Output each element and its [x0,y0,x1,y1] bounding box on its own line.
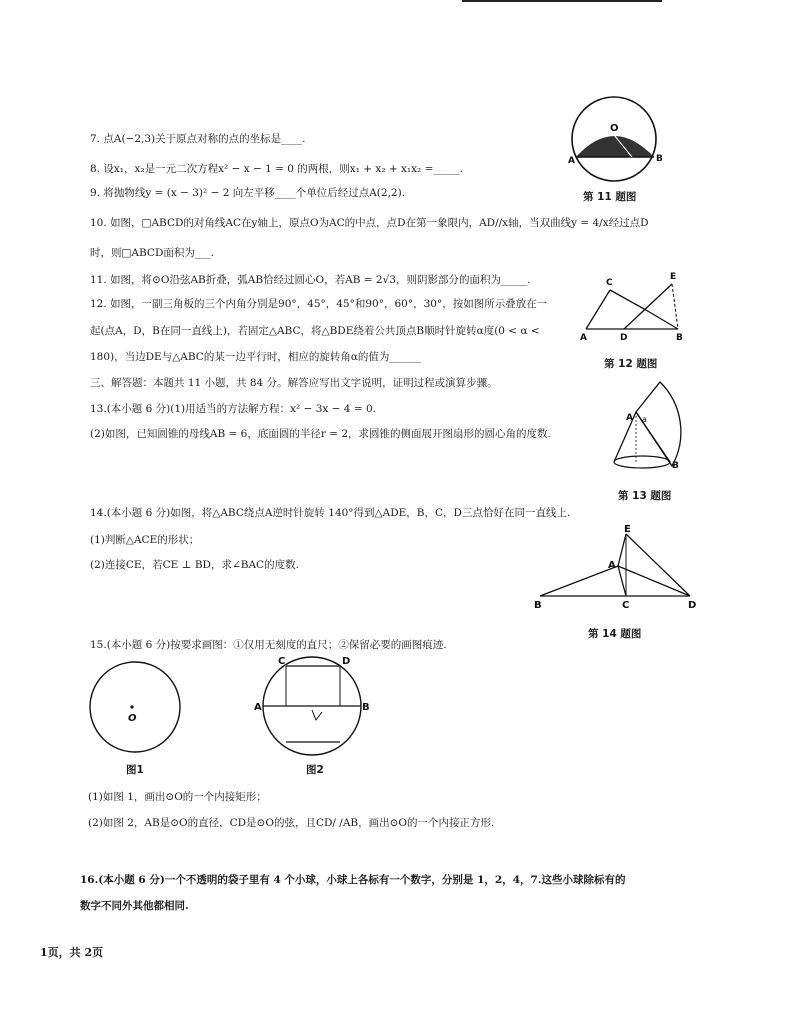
figure-14 [532,526,702,616]
question-14-part1: (1)判断△ACE的形状； [90,534,200,546]
fig13-caption: 第 13 题图 [618,490,672,502]
fig11-caption: 第 11 题图 [583,191,637,203]
fig12-label-C: C [606,278,613,288]
fig14-caption: 第 14 题图 [588,628,642,640]
question-8: 8. 设x₁，x₂是一元二次方程x² − x − 1 = 0 的两根，则x₁ + x₂ + x₁x₂ =_____. [90,163,463,175]
fig13-label-A: A [626,413,633,423]
fig11-label-A: A [568,156,575,166]
fig13-label-B: B [672,461,679,471]
question-12-line3: 180)，当边DE与△ABC的某一边平行时，相应的旋转角α的值为______ [90,351,421,363]
question-7: 7. 点A(−2,3)关于原点对称的点的坐标是____. [90,133,306,145]
fig2-caption: 图2 [306,764,324,776]
figure-15-1 [88,660,184,756]
question-16-line2: 数字不同外其他都相同. [80,900,189,912]
figure-13 [608,378,690,478]
fig15-2-label-A: A [254,702,262,713]
fig1-caption: 图1 [126,764,144,776]
fig12-label-D: D [620,333,628,343]
fig15-1-label-O: O [128,713,137,724]
question-15-part1: (1)如图 1，画出⊙O的一个内接矩形； [88,791,267,803]
fig15-2-label-D: D [342,656,351,667]
question-14-part2: (2)连接CE，若CE ⊥ BD，求∠BAC的度数. [90,559,299,571]
fig14-label-C: C [622,600,630,611]
fig15-2-label-B: B [362,702,370,713]
question-9: 9. 将抛物线y = (x − 3)² − 2 向左平移____个单位后经过点A(2,2). [90,187,406,199]
fig11-label-O: O [610,123,619,134]
section-3-heading: 三、解答题：本题共 11 小题，共 84 分。解答应写出文字说明，证明过程或演算步骤。 [90,377,498,389]
figure-11 [568,95,663,185]
question-15-part2: (2)如图 2，AB是⊙O的直径，CD是⊙O的弦，且CD/ /AB，画出⊙O的一个内接正方形. [88,817,495,829]
fig14-label-A: A [608,560,616,571]
fig12-label-B: B [676,333,683,343]
fig15-2-label-C: C [278,656,286,667]
question-14: 14.(本小题 6 分)如图，将△ABC绕点A逆时针旋转 140°得到△ADE，B，C，D三点恰好在同一直线上. [90,507,571,519]
fig14-label-D: D [688,600,697,611]
fig13-label-a: a [642,415,647,424]
question-12-line2: 起(点A，D，B在同一直线上)，若固定△ABC，将△BDE绕着公共顶点B顺时针旋转α度(0 < α < [90,325,540,337]
question-12-line1: 12. 如图，一副三角板的三个内角分别是90°，45°，45°和90°，60°，30°，按如图所示叠放在一 [90,298,548,310]
fig12-label-E: E [670,272,677,282]
figure-15-2 [256,654,372,758]
question-10-line1: 10. 如图，□ABCD的对角线AC在y轴上，原点O为AC的中点，点D在第一象限内，AD//x轴，当双曲线y = 4/x经过点D [90,217,649,229]
fig14-label-E: E [624,524,631,535]
page-footer: 1页，共 2页 [40,946,104,959]
question-13-part2: (2)如图，已知圆锥的母线AB = 6，底面圆的半径r = 2，求圆锥的侧面展开图扇形的圆心角的度数. [90,428,551,440]
fig11-label-B: B [656,154,663,164]
fig14-label-B: B [534,600,542,611]
question-10-line2: 时，则□ABCD面积为___. [90,247,214,259]
figure-12 [580,268,690,343]
fig12-label-A: A [580,333,587,343]
question-11: 11. 如图，将⊙O沿弦AB折叠，弧AB恰经过圆心O，若AB = 2√3，则阴影部分的面积为_____. [90,274,531,286]
question-13-part1: 13.(本小题 6 分)(1)用适当的方法解方程：x² − 3x − 4 = 0. [90,403,376,415]
question-15: 15.(本小题 6 分)按要求画图：①仅用无刻度的直尺；②保留必要的画图痕迹. [90,639,447,651]
top-rule [462,0,662,2]
fig12-caption: 第 12 题图 [604,358,658,370]
question-16-line1: 16.(本小题 6 分)一个不透明的袋子里有 4 个小球，小球上各标有一个数字，分别是 1，2，4，7.这些小球除标有的 [80,874,626,886]
